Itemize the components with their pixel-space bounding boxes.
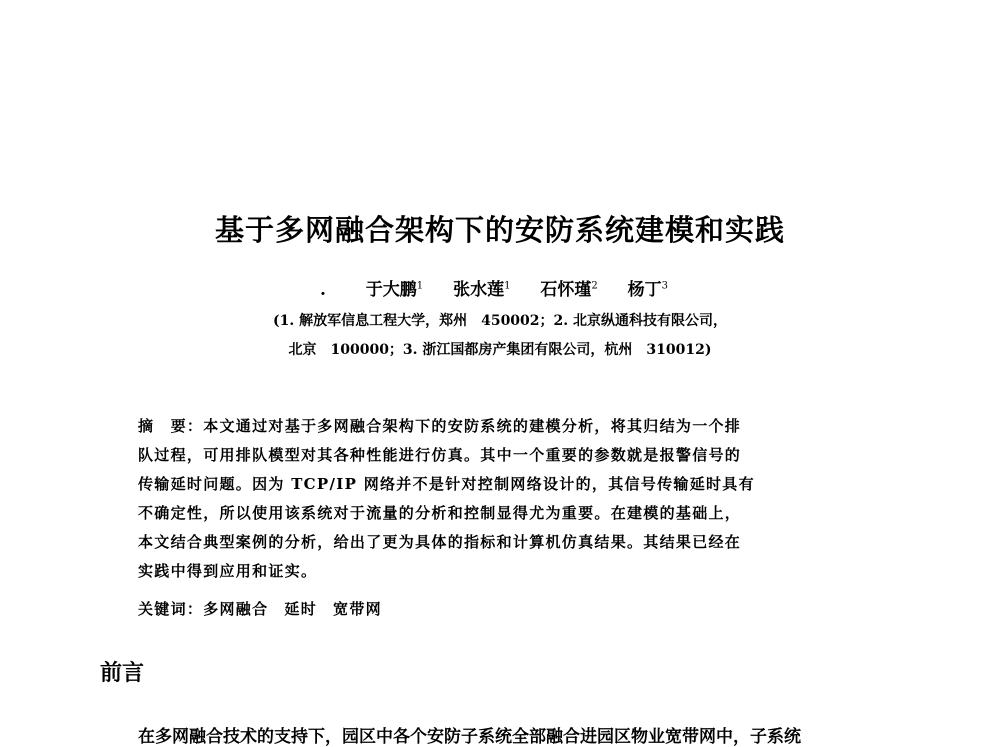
abstract-label: 摘 要： <box>138 417 204 435</box>
abstract-line: 不确定性，所以使用该系统对于流量的分析和控制显得尤为重要。在建模的基础上， <box>138 504 742 522</box>
author-name <box>366 275 423 300</box>
keywords <box>138 598 398 619</box>
author-name <box>453 275 510 300</box>
abstract-line: 传输延时问题。因为 TCP/IP 网络并不是针对控制网络设计的，其信号传输延时具有 <box>138 475 755 493</box>
keywords-label: 关键词： <box>138 600 204 618</box>
author-name <box>540 275 597 300</box>
body-paragraph-line: 在多网融合技术的支持下，园区中各个安防子系统全部融合进园区物业宽带网中，子系统 <box>138 727 801 747</box>
author-affiliation-mark: 1 <box>416 280 424 292</box>
abstract-text: 本文通过对基于多网融合架构下的安防系统的建模分析，将其归结为一个排 <box>203 417 742 435</box>
author-name-text: 石怀瑾 <box>540 280 592 300</box>
paper-title: 基于多网融合架构下的安防系统建模和实践 <box>214 213 785 247</box>
author-affiliation-mark: 3 <box>661 280 669 292</box>
section-heading: 前言 <box>100 661 145 686</box>
author-list <box>0 275 1000 300</box>
author-bullet: . <box>319 280 326 300</box>
keyword: 延时 <box>284 600 318 618</box>
author-name-text: 杨丁 <box>627 280 662 300</box>
author-affiliation-mark: 1 <box>504 280 511 292</box>
author-affiliation-mark: 2 <box>591 280 598 292</box>
author-name <box>628 275 668 300</box>
keyword: 宽带网 <box>333 600 382 618</box>
abstract-line: 队过程，可用排队模型对其各种性能进行仿真。其中一个重要的参数就是报警信号的 <box>138 446 742 464</box>
abstract <box>138 412 868 586</box>
affiliation-line: 北京 100000；3. 浙江国都房产集团有限公司，杭州 310012) <box>288 342 712 358</box>
author-name-text: 张水莲 <box>453 280 505 300</box>
affiliation-line: (1. 解放军信息工程大学，郑州 450002；2. 北京纵通科技有限公司， <box>272 313 728 329</box>
abstract-line: 实践中得到应用和证实。 <box>138 562 318 580</box>
keyword: 多网融合 <box>203 600 269 618</box>
abstract-line: 本文结合典型案例的分析，给出了更为具体的指标和计算机仿真结果。其结果已经在 <box>138 533 742 551</box>
abstract-line <box>138 412 868 441</box>
author-name-text: 于大鹏 <box>365 280 417 300</box>
